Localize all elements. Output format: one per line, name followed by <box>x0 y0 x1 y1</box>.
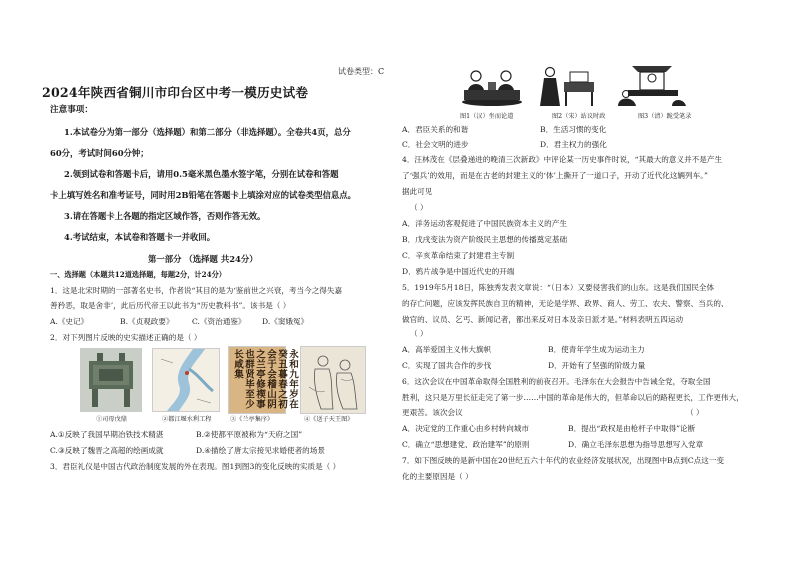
bronze-ding-image <box>80 348 142 412</box>
notice-item: 60分，考试时间60分钟； <box>50 148 149 158</box>
caption-songzi: ④《送子天王图》 <box>304 416 354 423</box>
q6-option-b: B．提出“政权是由枪杆子中取得”论断 <box>568 424 696 433</box>
figure-1-drawing <box>462 71 522 106</box>
q6-option-c: C．确立“思想建党、政治建军”的原则 <box>402 440 530 449</box>
q5-stem: 5．1919年5月18日，陈独秀发表文章说：“（日本）又要侵害我们的山东。这是我们国民全体 <box>402 283 715 292</box>
q6-option-d: D．确立毛泽东思想为指导思想写入党章 <box>568 440 704 449</box>
q1-option-c: C.《资治通鉴》 <box>192 317 246 326</box>
notice-item: 3.请在答题卡上各题的指定区域作答，否则作答无效。 <box>64 211 266 221</box>
notice-item: 卡上填写姓名和准考证号，同时用2B铅笔在答题卡上填涂对应的试卷类型信息点。 <box>50 190 357 200</box>
q5-option-d: D．开始有了坚强的阶级力量 <box>548 361 646 370</box>
q5-option-c: C．实现了国共合作的步伐 <box>402 361 492 370</box>
q6-blank: （ ） <box>686 408 704 417</box>
q7-stem: 7．如下图反映的是新中国在20世纪五六十年代的农业经济发展状况，出现图中B点到C点这一变 <box>402 456 725 465</box>
q1-option-a: A.《史记》 <box>50 317 89 326</box>
q5-stem: 做官的、议员、乞丐、新闻记者，都出来反对日本及亲日派才是。”材料表明五四运动 <box>402 315 684 324</box>
q6-stem: 6．这次会议在中国革命取得全国胜利的前夜召开。毛泽东在大会报告中告诫全党，夺取全国 <box>402 377 711 386</box>
q2-option-b: B.②使都平原被称为“天府之国” <box>196 430 303 439</box>
part1-heading: 第一部分 （选择题 共24分） <box>148 254 258 264</box>
q1-stem: 1．这是北宋时期的一部著名史书，作者说“其目的是为‘鉴前世之兴衰，考当今之得失嘉 <box>50 286 343 295</box>
q6-stem: 更艰苦。该次会议 <box>402 408 463 417</box>
q5-option-a: A．高举爱国主义伟大旗帜 <box>402 345 492 354</box>
court-etiquette-figures <box>458 62 692 110</box>
notice-heading: 注意事项： <box>50 105 93 115</box>
q4-stem: 了‘强兵’的效用，而是在古老的封建主义的‘体’上撕开了一道口子，开动了近代化这辆列车。” <box>402 171 708 180</box>
q3-option-a: A．君臣关系的和谐 <box>402 125 469 134</box>
q3-option-c: C．社会文明的进步 <box>402 140 469 149</box>
q2-option-d: D.④描绘了唐太宗接见求婚使者的场景 <box>196 446 325 455</box>
q3-option-d: D．君主权力的强化 <box>540 140 607 149</box>
notice-item: 4.考试结束，本试卷和答题卡一并收回。 <box>64 232 216 242</box>
q2-option-c: C.③反映了魏晋之高超的绘画成就 <box>50 446 164 455</box>
q5-option-b: B．使青年学生成为运动主力 <box>548 345 645 354</box>
q3-option-b: B．生活习惯的变化 <box>540 125 607 134</box>
q1-option-b: B.《贞观政要》 <box>120 317 174 326</box>
caption-dujiangyan: ②都江堰水利工程 <box>162 416 212 423</box>
q7-stem: 化的主要原因是（ ） <box>402 472 473 481</box>
q3-stem: 3．君臣礼仪是中国古代政治制度发展的外在表现。图1到图3的变化反映的实质是（ ） <box>50 462 341 471</box>
q4-option-b: B．戊戌变法为资产阶级民主思想的传播奠定基础 <box>402 235 568 244</box>
figure-3-drawing <box>618 66 686 106</box>
figure-2-drawing <box>540 68 594 107</box>
calligraphy-text: 永和九年岁在癸丑暮春之初会于会稽山阴之兰亭修禊事也群贤毕至少长咸集 <box>232 349 298 409</box>
q5-stem: 的存亡问题，应该发挥民族自卫的精神，无论是学界、政界、商人、劳工、农夫、警察、当兵的、 <box>402 299 729 308</box>
songzi-tianwang-image <box>300 346 366 414</box>
paper-type: 试卷类型：C <box>338 67 385 76</box>
notice-item: 1.本试卷分为第一部分（选择题）和第二部分（非选择题）。全卷共4页，总分 <box>64 127 351 137</box>
q2-option-a: A.①反映了我国早期冶铁技术精湛 <box>50 430 164 439</box>
fig2-caption: 图2（宋）站议时政 <box>552 113 606 120</box>
part1-instruction: 一、选择题（本题共12道选择题，每题2分，计24分） <box>50 270 226 279</box>
notice-item: 2.领到试卷和答题卡后，请用0.5毫米黑色墨水签字笔，分别在试卷和答题 <box>64 169 339 179</box>
q6-option-a: A．决定党的工作重心由乡村转向城市 <box>402 424 529 433</box>
fig3-caption: 图3（清）跪受笔录 <box>638 113 692 120</box>
q5-blank: （ ） <box>410 329 428 338</box>
q6-stem: 胜利，这只是万里长征走完了第一步……中国的革命是伟大的，但革命以后的路程更长，工作更伟大， <box>402 393 744 402</box>
q4-blank: （ ） <box>410 203 428 212</box>
q4-stem: 据此可见 <box>402 187 433 196</box>
page-title: 2024年陕西省铜川市印台区中考一模历史试卷 <box>42 85 309 100</box>
caption-lanting: ③《兰亭集序》 <box>230 416 274 423</box>
q4-option-c: C．辛亥革命结束了封建君主专制 <box>402 251 515 260</box>
q2-stem: 2．对下列图片反映的史实描述正确的是（ ） <box>50 333 202 342</box>
q1-stem: 善矜恶，取是舍非’，此后历代帝王以此书为“历史教科书”。该书是（ ） <box>50 301 291 310</box>
q4-stem: 4．汪林茂在《层叠递进的晚清三次新政》中评论某一历史事件时说，“其最大的意义并不是产生 <box>402 155 723 164</box>
caption-ding: ①司母戊鼎 <box>96 416 127 423</box>
q1-option-d: D.《窦娥冤》 <box>262 317 309 326</box>
q4-option-a: A．洋务运动客观促进了中国民族资本主义的产生 <box>402 219 567 228</box>
fig1-caption: 图1（汉）坐而论道 <box>460 113 514 120</box>
dujiangyan-map-image <box>152 348 220 412</box>
q4-option-d: D．鸦片战争是中国近代史的开端 <box>402 267 515 276</box>
lanting-calligraphy-image <box>228 346 298 414</box>
